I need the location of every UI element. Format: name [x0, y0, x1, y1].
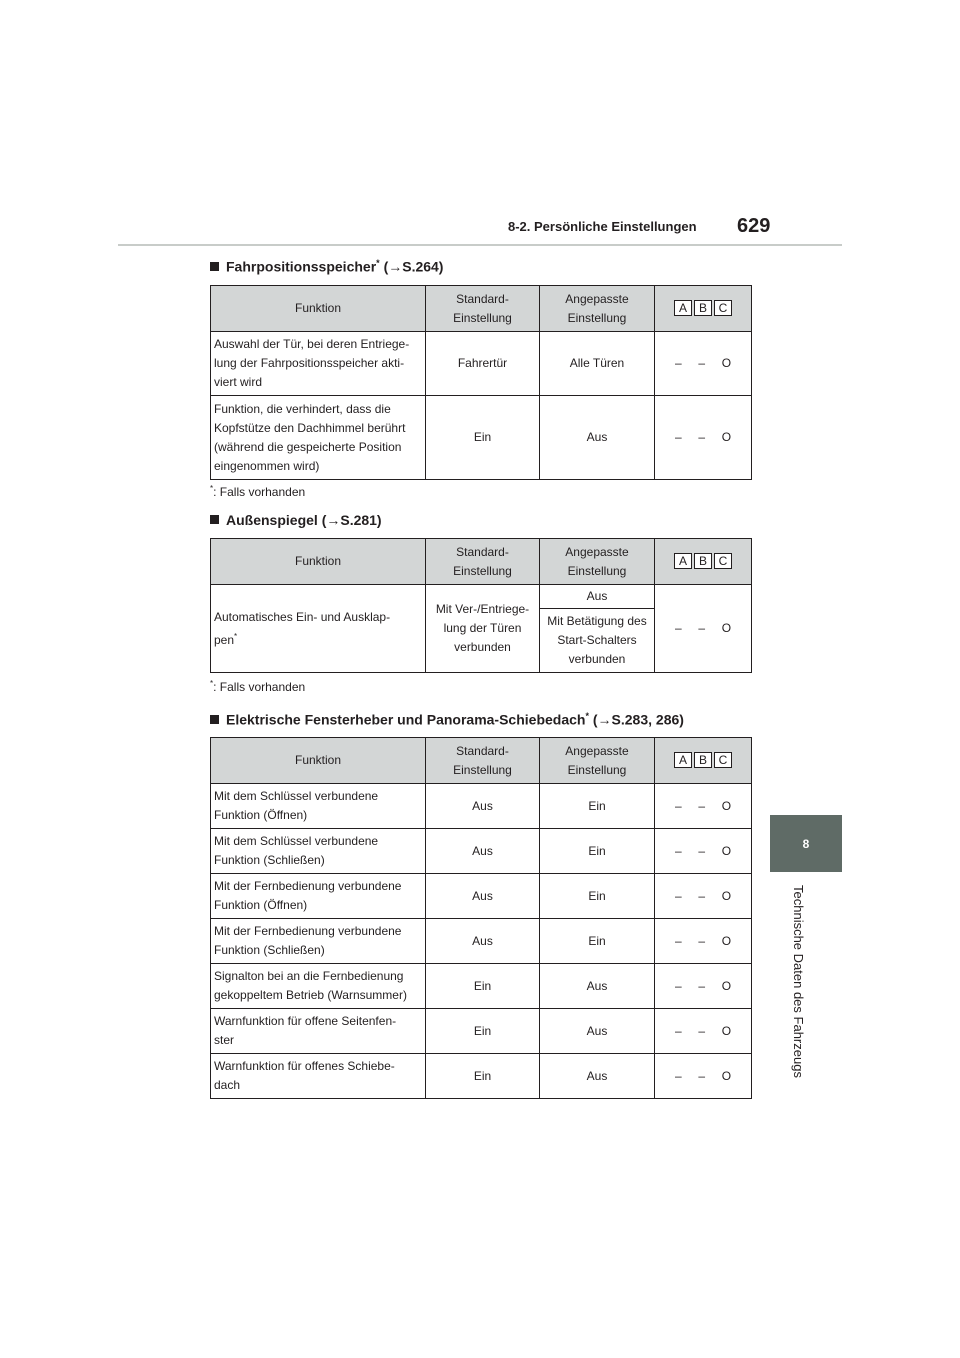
col-header-standard: Standard- Einstellung: [426, 539, 540, 585]
table-row: Mit der Fernbedienung verbundene Funktion (Schließen) Aus Ein – – O: [211, 919, 752, 964]
chapter-tab: [770, 815, 842, 872]
table-row: Mit Betätigung des Start-Schalters verbunden: [211, 609, 752, 673]
bullet-square-icon: [210, 515, 219, 524]
col-header-abc: A B C: [655, 738, 752, 784]
col-header-standard: Standard- Einstellung: [426, 738, 540, 784]
chapter-number: 8: [802, 836, 810, 851]
settings-table: [210, 285, 752, 480]
bullet-square-icon: [210, 262, 219, 271]
section-heading: Fahrpositionsspeicher* (→S.264): [210, 258, 443, 275]
section-heading: Elektrische Fensterheber und Panorama-Schiebedach* (→S.283, 286): [210, 711, 684, 728]
section-heading: Außenspiegel (→S.281): [210, 512, 382, 528]
table-row: Mit dem Schlüssel verbundene Funktion (Öffnen) Aus Ein – – O: [211, 784, 752, 829]
table-row: Auswahl der Tür, bei deren Entriege- lung der Fahrpositionsspeicher akti- viert wird Fahrertür Alle Türen – – O: [211, 332, 752, 396]
table-row: Warnfunktion für offenes Schiebe- dach Ein Aus – – O: [211, 1054, 752, 1099]
table-row: Mit dem Schlüssel verbundene Funktion (Schließen) Aus Ein – – O: [211, 829, 752, 874]
col-header-funktion: Funktion: [211, 539, 426, 585]
col-header-funktion: Funktion: [211, 738, 426, 784]
page-number: 629: [737, 215, 771, 237]
chapter-title: Technische Daten des Fahrzeugs: [791, 885, 806, 1078]
col-header-abc: A B C: [655, 539, 752, 585]
col-header-angepasste: Angepasste Einstellung: [540, 286, 655, 332]
table-row: Warnfunktion für offene Seitenfen- ster Ein Aus – – O: [211, 1009, 752, 1054]
settings-table: [210, 538, 752, 673]
col-header-angepasste: Angepasste Einstellung: [540, 539, 655, 585]
bullet-square-icon: [210, 715, 219, 724]
footnote: *: Falls vorhanden: [210, 484, 306, 499]
col-header-funktion: Funktion: [211, 286, 426, 332]
section-title: 8-2. Persönliche Einstellungen: [508, 219, 697, 234]
col-header-angepasste: Angepasste Einstellung: [540, 738, 655, 784]
table-row: Funktion, die verhindert, dass die Kopfstütze den Dachhimmel berührt (während die gespeicherte Position eingenommen wird) Ein Aus – – O: [211, 396, 752, 480]
col-header-standard: Standard- Einstellung: [426, 286, 540, 332]
settings-table: [210, 737, 752, 1099]
header-rule: [118, 244, 842, 246]
table-row: Automatisches Ein- und Ausklap- pen* Mit Ver-/Entriege- lung der Türen verbunden Aus – – O: [211, 585, 752, 609]
table-row: Mit der Fernbedienung verbundene Funktion (Öffnen) Aus Ein – – O: [211, 874, 752, 919]
footnote: *: Falls vorhanden: [210, 679, 306, 694]
col-header-abc: A B C: [655, 286, 752, 332]
table-row: Signalton bei an die Fernbedienung gekoppeltem Betrieb (Warnsummer) Ein Aus – – O: [211, 964, 752, 1009]
